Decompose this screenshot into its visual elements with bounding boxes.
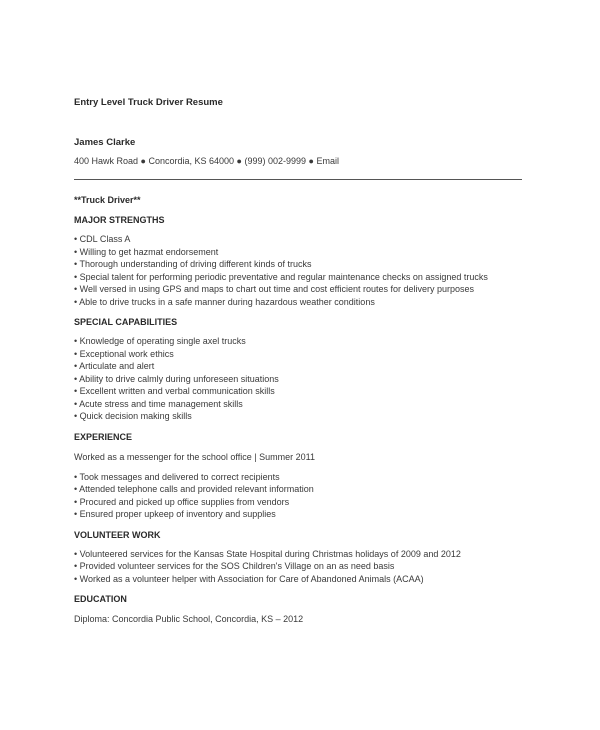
document-title: Entry Level Truck Driver Resume xyxy=(74,97,223,108)
resume-document xyxy=(74,96,534,626)
list-item: • Quick decision making skills xyxy=(74,411,192,421)
list-item: • Worked as a volunteer helper with Association for Care of Abandoned Animals (ACAA) xyxy=(74,573,424,584)
section-heading-education: EDUCATION xyxy=(74,594,127,604)
section-heading-experience: EXPERIENCE xyxy=(74,431,133,442)
volunteer-list xyxy=(74,548,534,586)
candidate-name: James Clarke xyxy=(74,137,136,148)
list-item: • Ability to drive calmly during unforeseen situations xyxy=(74,373,279,384)
list-item: • CDL Class A xyxy=(74,234,131,244)
strengths-list xyxy=(74,233,534,308)
capabilities-list xyxy=(74,335,534,423)
list-item: • Exceptional work ethics xyxy=(74,348,174,359)
horizontal-divider xyxy=(74,179,522,180)
list-item: • Procured and picked up office supplies from vendors xyxy=(74,496,290,507)
experience-list xyxy=(74,471,534,521)
list-item: • Thorough understanding of driving different kinds of trucks xyxy=(74,259,312,269)
list-item: • Provided volunteer services for the SOS Children's Village on an as need basis xyxy=(74,561,395,571)
list-item: • Willing to get hazmat endorsement xyxy=(74,246,219,257)
list-item: • Able to drive trucks in a safe manner during hazardous weather conditions xyxy=(74,296,375,307)
section-heading-volunteer: VOLUNTEER WORK xyxy=(74,529,161,540)
list-item: • Excellent written and verbal communication skills xyxy=(74,386,275,396)
list-item: • Special talent for performing periodic preventative and regular maintenance checks on assigned trucks xyxy=(74,271,488,282)
list-item: • Knowledge of operating single axel trucks xyxy=(74,336,246,346)
list-item: • Ensured proper upkeep of inventory and supplies xyxy=(74,509,276,519)
section-heading-strengths: MAJOR STRENGTHS xyxy=(74,215,165,225)
list-item: • Acute stress and time management skills xyxy=(74,398,243,409)
contact-line: 400 Hawk Road ● Concordia, KS 64000 ● (999) 002-9999 ● Email xyxy=(74,156,339,166)
list-item: • Took messages and delivered to correct recipients xyxy=(74,471,280,482)
education-diploma: Diploma: Concordia Public School, Concordia, KS – 2012 xyxy=(74,614,304,624)
job-title: **Truck Driver** xyxy=(74,195,141,205)
list-item: • Volunteered services for the Kansas State Hospital during Christmas holidays of 2009 and 2012 xyxy=(74,548,461,559)
list-item: • Well versed in using GPS and maps to chart out time and cost efficient routes for delivery purposes xyxy=(74,284,475,294)
experience-position: Worked as a messenger for the school office | Summer 2011 xyxy=(74,451,315,462)
list-item: • Attended telephone calls and provided relevant information xyxy=(74,484,314,494)
list-item: • Articulate and alert xyxy=(74,361,155,371)
section-heading-capabilities: SPECIAL CAPABILITIES xyxy=(74,317,178,327)
